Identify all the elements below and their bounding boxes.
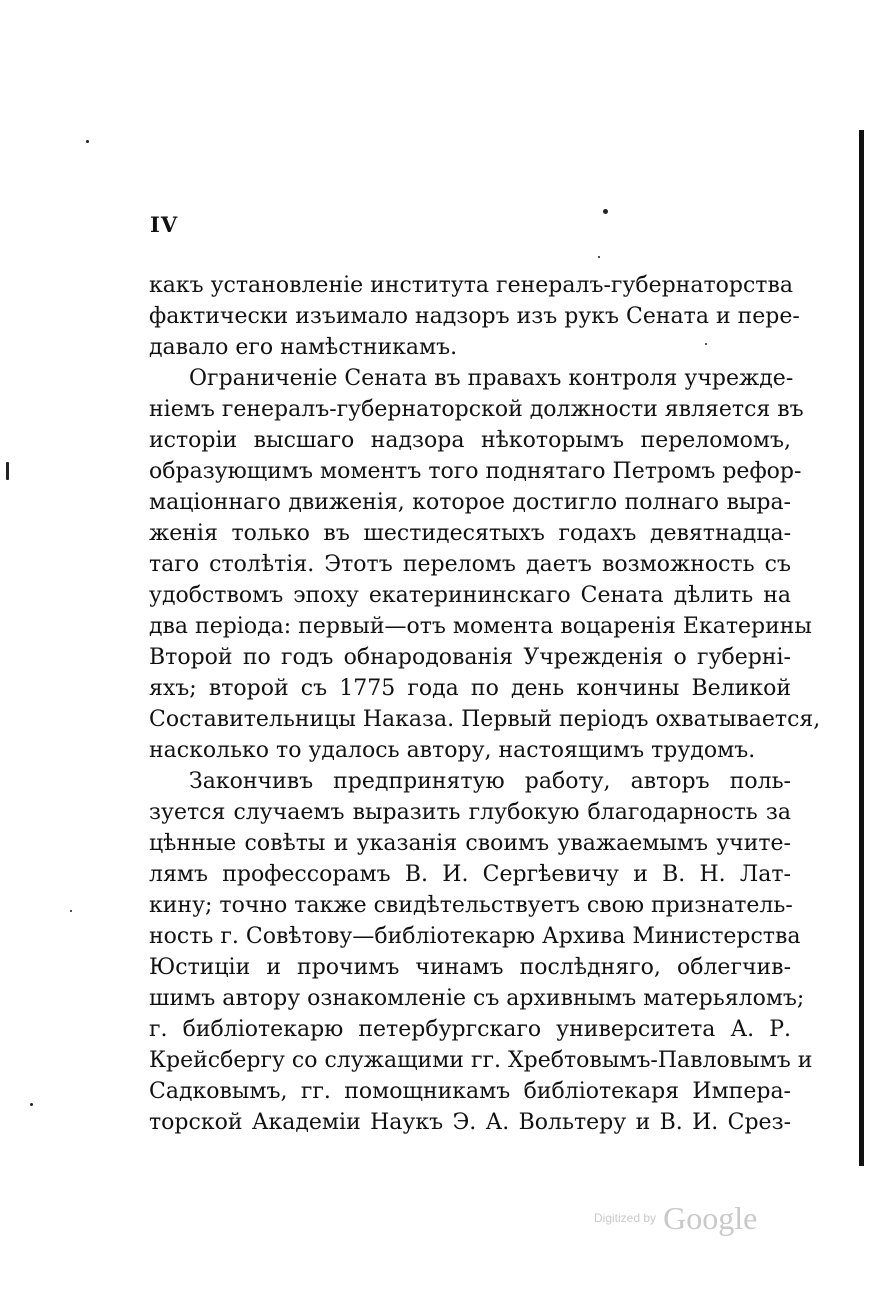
scan-edge-line — [859, 130, 864, 1166]
text-line: ность г. Совѣтову—библіотекарю Архива Министерства — [149, 924, 801, 949]
text-line: два періода: первый—отъ момента воцаренія Екатерины — [149, 614, 812, 639]
text-line: ніемъ генералъ-губернаторской должности является въ — [149, 397, 804, 422]
text-line: Закончивъ предпринятую работу, авторъ поль- — [189, 769, 791, 794]
text-line: маціоннаго движенія, которое достигло полнаго выра- — [149, 490, 791, 515]
text-line: Юстиціи и прочимъ чинамъ послѣдняго, облегчив- — [149, 955, 791, 980]
text-line: Садковымъ, гг. помощникамъ библіотекаря Импера- — [149, 1079, 791, 1104]
text-line: лямъ профессорамъ В. И. Сергѣевичу и В. Н. Лат- — [149, 862, 791, 887]
text-line: кину; точно также свидѣтельствуетъ свою признатель- — [149, 893, 793, 918]
text-line: зуется случаемъ выразить глубокую благодарность за — [149, 800, 791, 825]
watermark-brand: Google — [663, 1200, 758, 1236]
scan-speck — [30, 1103, 33, 1106]
scan-speck — [70, 910, 72, 912]
text-line: давало его намѣстникамъ. — [149, 335, 458, 360]
text-line: исторіи высшаго надзора нѣкоторымъ переломомъ, — [149, 428, 791, 453]
text-line: яхъ; второй съ 1775 года по день кончины Великой — [149, 676, 791, 701]
text-line: Составительницы Наказа. Первый періодъ охватывается, — [149, 707, 821, 732]
scan-speck — [603, 209, 608, 214]
body-text — [149, 270, 821, 1138]
text-line: шимъ автору ознакомленіе съ архивнымъ матерьяломъ; — [149, 986, 805, 1011]
text-line: какъ установленіе института генералъ-губернаторства — [149, 273, 793, 298]
scan-speck — [6, 462, 9, 480]
text-line: Второй по годъ обнародованія Учрежденія о губерні- — [149, 645, 791, 670]
text-line: г. библіотекарю петербургскаго университета А. Р. — [149, 1017, 791, 1042]
text-line: торской Академіи Наукъ Э. А. Вольтеру и В. И. Срез- — [149, 1110, 791, 1135]
text-line: образующимъ моментъ того поднятаго Петромъ рефор- — [149, 459, 802, 484]
text-line: таго столѣтія. Этотъ переломъ даетъ возможность съ — [149, 552, 791, 577]
digitized-watermark — [594, 1202, 757, 1234]
text-line: удобствомъ эпоху екатерининскаго Сената дѣлить на — [149, 583, 791, 608]
page-number: IV — [150, 212, 179, 237]
scan-speck — [598, 256, 600, 258]
text-line: насколько то удалось автору, настоящимъ трудомъ. — [149, 738, 756, 763]
watermark-prefix: Digitized by — [594, 1211, 657, 1225]
text-line: цѣнные совѣты и указанія своимъ уважаемымъ учите- — [149, 831, 791, 856]
text-line: Ограниченіе Сената въ правахъ контроля учрежде- — [189, 366, 794, 391]
text-line: женія только въ шестидесятыхъ годахъ девятнадца- — [149, 521, 791, 546]
scan-speck — [86, 140, 89, 143]
text-line: фактически изъимало надзоръ изъ рукъ Сената и пере- — [149, 304, 800, 329]
text-line: Крейсбергу со служащими гг. Хребтовымъ-Павловымъ и — [149, 1048, 813, 1073]
